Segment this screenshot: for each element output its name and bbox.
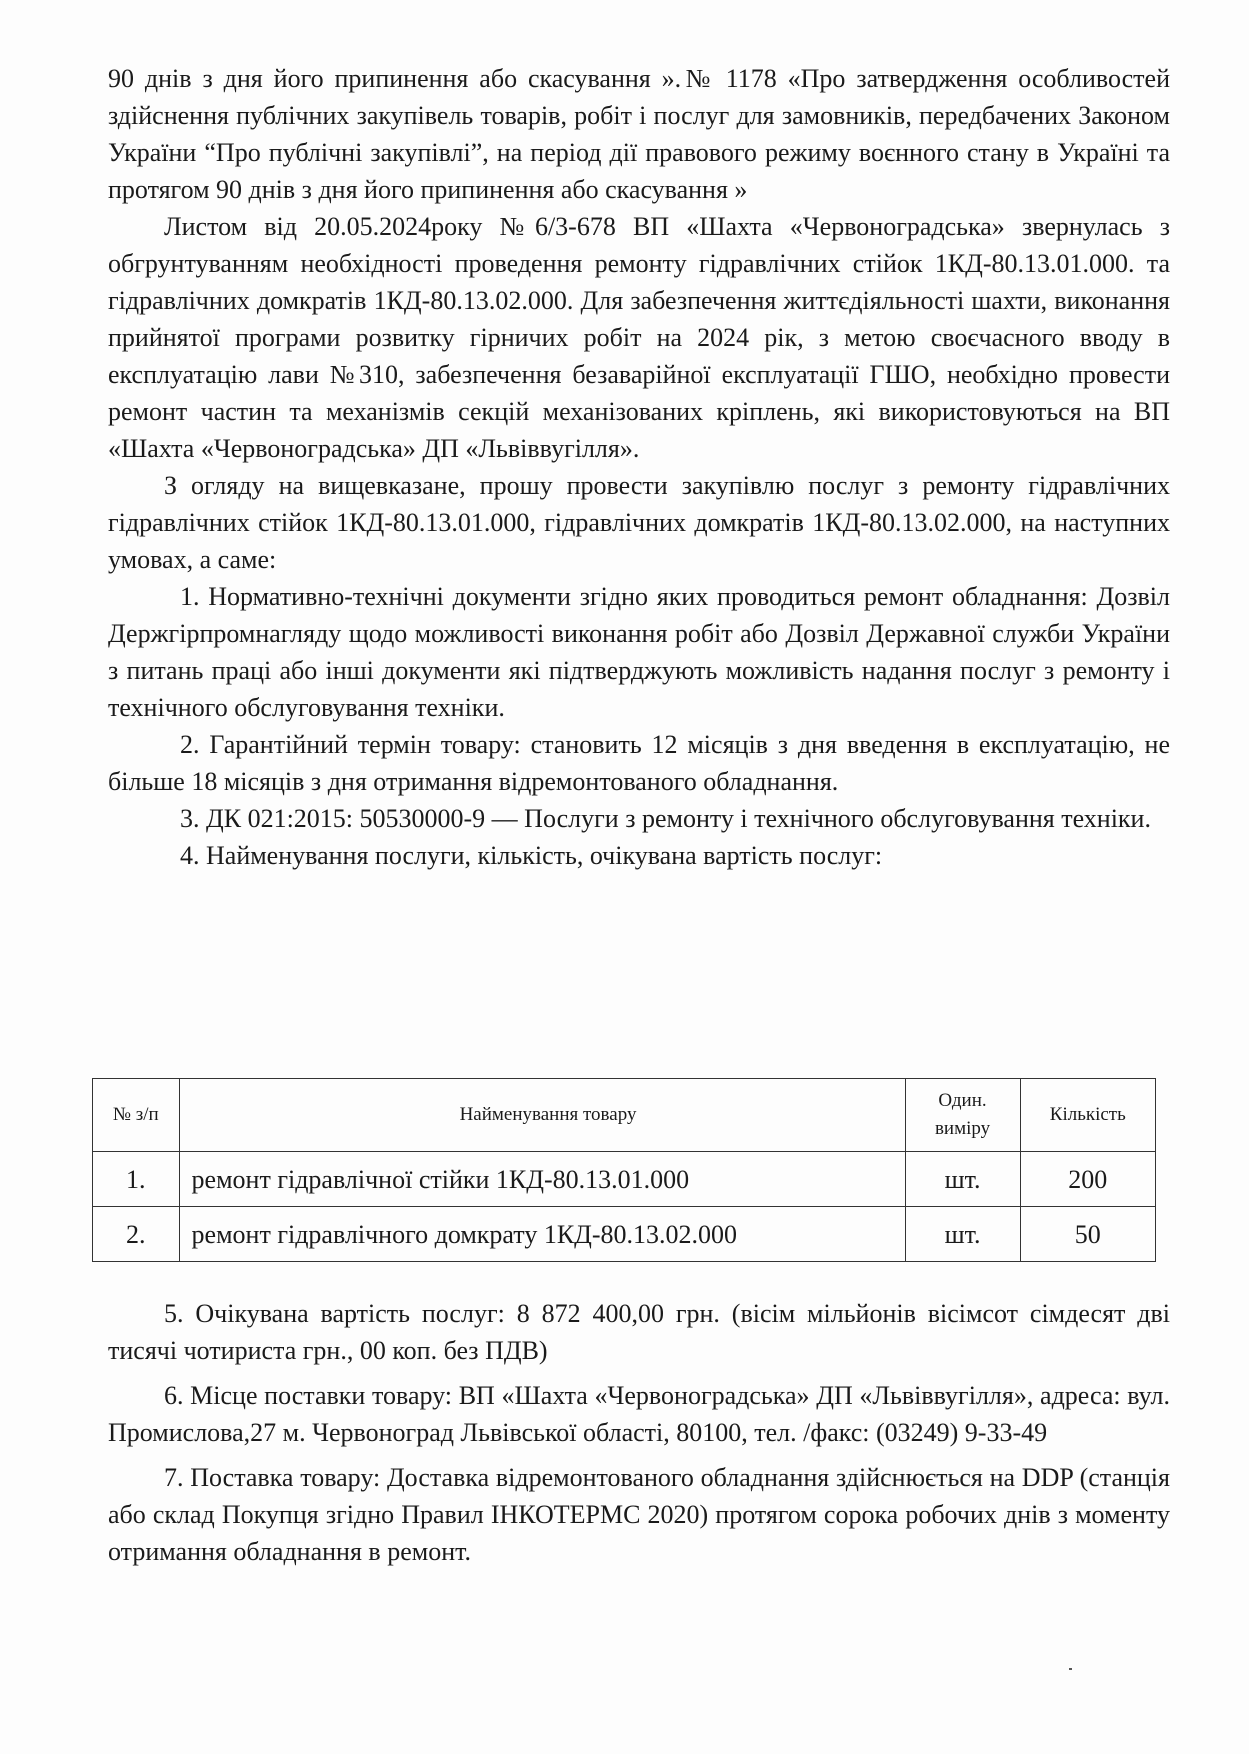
condition-6-delivery-place: 6. Місце поставки товару: ВП «Шахта «Червоноградська» ДП «Львіввугілля», адреса: вул. Промислова,27 м. Червоноград Львівської області, 80100, тел. /факс: (03249) 9-33-49 <box>108 1381 1170 1447</box>
table-header-row <box>93 1079 1156 1152</box>
header-item-name: Найменування товару <box>179 1079 905 1152</box>
row-unit: шт. <box>905 1152 1020 1207</box>
table-row <box>93 1207 1156 1262</box>
paragraph-procurement-request: З огляду на вищевказане, прошу провести закупівлю послуг з ремонту гідравлічних гідравлічних стійок 1КД-80.13.01.000, гідравлічних домкратів 1КД-80.13.02.000, на наступних умовах, а саме: <box>108 471 1170 574</box>
scan-speck <box>1069 1668 1072 1670</box>
condition-2-warranty: 2. Гарантійний термін товару: становить 12 місяців з дня введення в експлуатацію, не більше 18 місяців з дня отримання відремонтованого обладнання. <box>108 730 1170 796</box>
header-unit <box>905 1079 1020 1152</box>
row-quantity: 200 <box>1020 1152 1155 1207</box>
condition-1-regulatory-documents: 1. Нормативно-технічні документи згідно яких проводиться ремонт обладнання: Дозвіл Держгірпромнагляду щодо можливості виконання робіт або Дозвіл Державної служби України з питань праці або інші документи які підтверджують можливість надання послуг з ремонту і технічного обслуговування техніки. <box>108 582 1170 722</box>
row-item-name: ремонт гідравлічної стійки 1КД-80.13.01.000 <box>179 1152 905 1207</box>
condition-3-cpv-code: 3. ДК 021:2015: 50530000-9 — Послуги з ремонту і технічного обслуговування техніки. <box>180 804 1151 833</box>
services-table <box>92 1078 1156 1262</box>
header-number: № з/п <box>93 1079 180 1152</box>
document-body <box>108 60 1170 874</box>
document-body-continued <box>108 1295 1170 1570</box>
header-unit-line2: виміру <box>934 1118 991 1139</box>
header-quantity: Кількість <box>1020 1079 1155 1152</box>
paragraph-letter-justification: Листом від 20.05.2024року №6/3-678 ВП «Шахта «Червоноградська» звернулась з обгрунтуванням необхідності проведення ремонту гідравлічних стійок 1КД-80.13.01.000. та гідравлічних домкратів 1КД-80.13.02.000. Для забезпечення життєдіяльності шахти, виконання прийнятої програми розвитку гірничих робіт на 2024 рік, з метою своєчасного вводу в експлуатацію лави №310, забезпечення безаварійної експлуатації ГШО, необхідно провести ремонт частин та механізмів секцій механізованих кріплень, які використовуються на ВП «Шахта «Червоноградська» ДП «Львіввугілля». <box>108 212 1170 463</box>
header-unit-line1: Один. <box>938 1090 987 1111</box>
condition-5-expected-cost: 5. Очікувана вартість послуг: 8 872 400,00 грн. (вісім мільйонів вісімсот сімдесят дві тисячі чотириста грн., 00 коп. без ПДВ) <box>108 1299 1170 1365</box>
row-number: 2. <box>93 1207 180 1262</box>
row-unit: шт. <box>905 1207 1020 1262</box>
row-number: 1. <box>93 1152 180 1207</box>
row-quantity: 50 <box>1020 1207 1155 1262</box>
row-item-name: ремонт гідравлічного домкрату 1КД-80.13.02.000 <box>179 1207 905 1262</box>
paragraph-resolution-continuation: 90 днів з дня його припинення або скасування ».№ 1178 «Про затвердження особливостей здійснення публічних закупівель товарів, робіт і послуг для замовників, передбачених Законом України “Про публічні закупівлі”, на період дії правового режиму воєнного стану в Україні та протягом 90 днів з дня його припинення або скасування » <box>108 64 1170 204</box>
condition-7-delivery-terms: 7. Поставка товару: Доставка відремонтованого обладнання здійснюється на DDP (станція або склад Покупця згідно Правил ІНКОТЕРМС 2020) протягом сорока робочих днів з моменту отримання обладнання в ремонт. <box>108 1463 1170 1566</box>
condition-4-table-caption: 4. Найменування послуги, кількість, очікувана вартість послуг: <box>180 841 883 870</box>
table-row <box>93 1152 1156 1207</box>
